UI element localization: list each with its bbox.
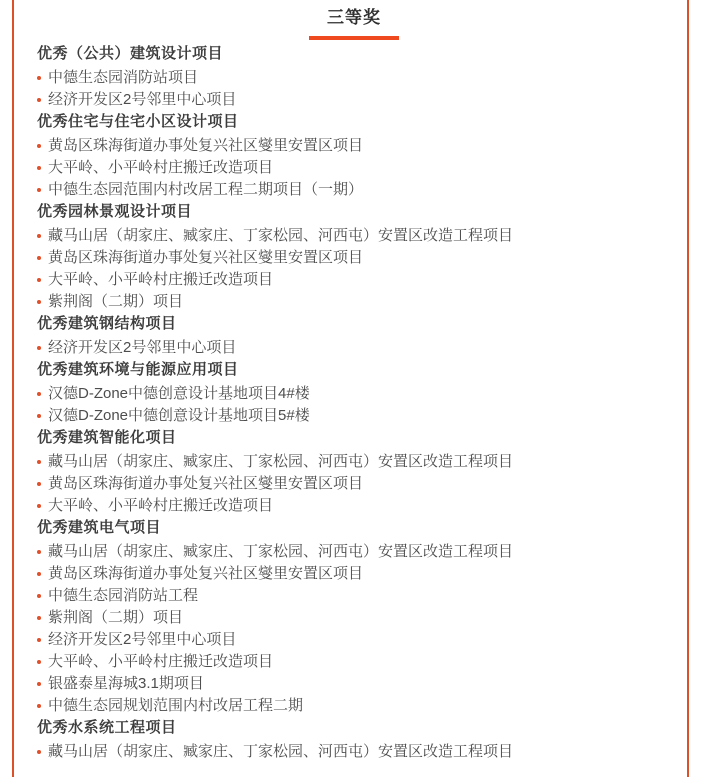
project-list [37, 135, 671, 201]
category-heading: 优秀建筑智能化项目 [37, 429, 177, 446]
project-list-item [37, 179, 671, 201]
bullet-dot-icon [37, 256, 41, 260]
bullet-dot-icon [37, 166, 41, 170]
project-name: 藏马山居（胡家庄、臧家庄、丁家松园、河西屯）安置区改造工程项目 [48, 543, 514, 560]
project-list-item [37, 495, 671, 517]
project-name: 经济开发区2号邻里中心项目 [48, 631, 237, 648]
bullet-dot-icon [37, 482, 41, 486]
project-name: 大平岭、小平岭村庄搬迁改造项目 [48, 653, 274, 670]
project-list-item [37, 89, 671, 111]
bullet-dot-icon [37, 460, 41, 464]
right-accent-border-line [687, 0, 689, 777]
project-list-item [37, 741, 671, 763]
project-list-item [37, 629, 671, 651]
bullet-dot-icon [37, 278, 41, 282]
bullet-dot-icon [37, 144, 41, 148]
project-list-item [37, 651, 671, 673]
project-list-item [37, 67, 671, 89]
project-name: 银盛泰星海城3.1期项目 [48, 675, 204, 692]
project-list-item [37, 541, 671, 563]
award-category-section [37, 313, 671, 359]
project-list-item [37, 247, 671, 269]
bullet-dot-icon [37, 234, 41, 238]
category-heading: 优秀建筑电气项目 [37, 519, 162, 536]
bullet-dot-icon [37, 660, 41, 664]
project-name: 中德生态园规划范围内村改居工程二期 [48, 697, 304, 714]
project-list [37, 67, 671, 111]
bullet-dot-icon [37, 594, 41, 598]
project-list-item [37, 383, 671, 405]
project-list-item [37, 673, 671, 695]
category-heading: 优秀（公共）建筑设计项目 [37, 45, 224, 62]
bullet-dot-icon [37, 682, 41, 686]
project-list-item [37, 269, 671, 291]
bullet-dot-icon [37, 638, 41, 642]
award-category-section [37, 111, 671, 201]
project-list-item [37, 695, 671, 717]
project-list-item [37, 607, 671, 629]
bullet-dot-icon [37, 572, 41, 576]
bullet-dot-icon [37, 98, 41, 102]
bullet-dot-icon [37, 392, 41, 396]
project-name: 藏马山居（胡家庄、臧家庄、丁家松园、河西屯）安置区改造工程项目 [48, 227, 514, 244]
award-category-section [37, 359, 671, 427]
category-heading: 优秀住宅与住宅小区设计项目 [37, 113, 239, 130]
award-category-section [37, 427, 671, 517]
bullet-dot-icon [37, 76, 41, 80]
project-list-item [37, 585, 671, 607]
award-sections-container [37, 43, 671, 763]
project-list-item [37, 405, 671, 427]
project-name: 中德生态园消防站工程 [48, 587, 199, 604]
project-list-item [37, 157, 671, 179]
project-name: 黄岛区珠海街道办事处复兴社区燮里安置区项目 [48, 475, 364, 492]
project-list [37, 451, 671, 517]
article-content [37, 0, 671, 763]
project-name: 汉德D-Zone中德创意设计基地项目5#楼 [48, 407, 310, 424]
bullet-dot-icon [37, 188, 41, 192]
left-accent-border-line [12, 0, 14, 777]
project-name: 黄岛区珠海街道办事处复兴社区燮里安置区项目 [48, 137, 364, 154]
project-name: 大平岭、小平岭村庄搬迁改造项目 [48, 497, 274, 514]
project-list-item [37, 563, 671, 585]
project-list-item [37, 291, 671, 313]
project-name: 藏马山居（胡家庄、臧家庄、丁家松园、河西屯）安置区改造工程项目 [48, 453, 514, 470]
bullet-dot-icon [37, 504, 41, 508]
project-list [37, 225, 671, 313]
project-name: 黄岛区珠海街道办事处复兴社区燮里安置区项目 [48, 249, 364, 266]
award-category-section [37, 43, 671, 111]
category-heading: 优秀水系统工程项目 [37, 719, 177, 736]
project-name: 紫荆阁（二期）项目 [48, 293, 184, 310]
bullet-dot-icon [37, 414, 41, 418]
category-heading: 优秀建筑钢结构项目 [37, 315, 177, 332]
award-category-section [37, 201, 671, 313]
project-name: 中德生态园消防站项目 [48, 69, 199, 86]
bullet-dot-icon [37, 750, 41, 754]
project-name: 经济开发区2号邻里中心项目 [48, 91, 237, 108]
page-title: 三等奖 [327, 8, 381, 27]
project-name: 藏马山居（胡家庄、臧家庄、丁家松园、河西屯）安置区改造工程项目 [48, 743, 514, 760]
project-name: 汉德D-Zone中德创意设计基地项目4#楼 [48, 385, 310, 402]
bullet-dot-icon [37, 616, 41, 620]
project-list-item [37, 225, 671, 247]
bullet-dot-icon [37, 704, 41, 708]
project-list-item [37, 451, 671, 473]
bullet-dot-icon [37, 550, 41, 554]
project-list [37, 383, 671, 427]
project-list [37, 741, 671, 763]
project-name: 大平岭、小平岭村庄搬迁改造项目 [48, 159, 274, 176]
project-list-item [37, 135, 671, 157]
category-heading: 优秀建筑环境与能源应用项目 [37, 361, 239, 378]
project-name: 黄岛区珠海街道办事处复兴社区燮里安置区项目 [48, 565, 364, 582]
bullet-dot-icon [37, 346, 41, 350]
project-list [37, 541, 671, 717]
project-list [37, 337, 671, 359]
title-underline-bar [309, 36, 399, 40]
category-heading: 优秀园林景观设计项目 [37, 203, 193, 220]
project-list-item [37, 473, 671, 495]
award-category-section [37, 517, 671, 717]
project-list-item [37, 337, 671, 359]
project-name: 中德生态园范围内村改居工程二期项目（一期） [48, 181, 364, 198]
project-name: 紫荆阁（二期）项目 [48, 609, 184, 626]
project-name: 经济开发区2号邻里中心项目 [48, 339, 237, 356]
project-name: 大平岭、小平岭村庄搬迁改造项目 [48, 271, 274, 288]
award-category-section [37, 717, 671, 763]
bullet-dot-icon [37, 300, 41, 304]
